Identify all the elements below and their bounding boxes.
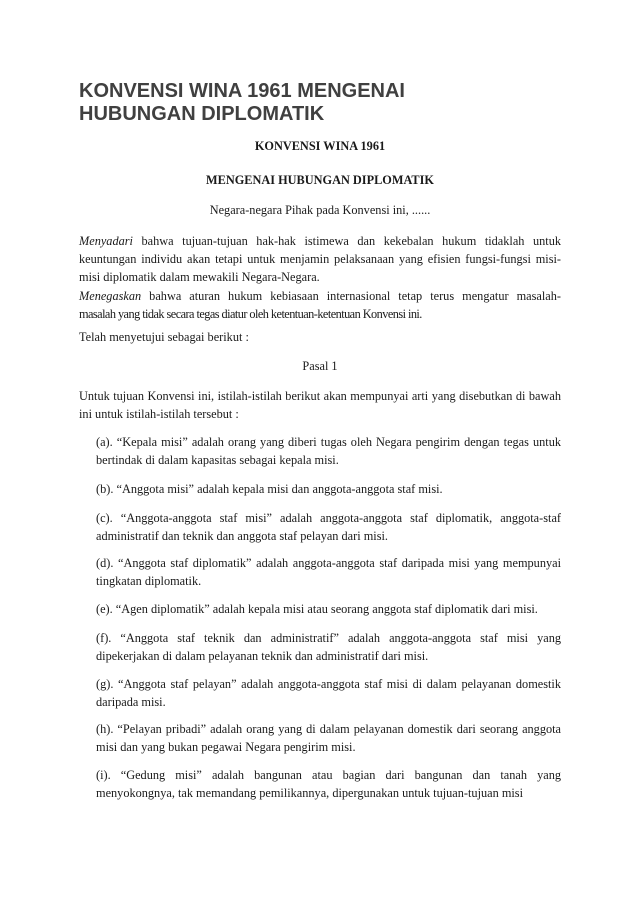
title-line-2: HUBUNGAN DIPLOMATIK [79,103,325,125]
paragraph-menyadari [79,232,561,286]
definition-item: (g). “Anggota staf pelayan” adalah anggota-anggota staf misi di dalam pelayanan domestik daripada misi. [96,677,561,709]
paragraph-lead-word: Menyadari [79,234,133,248]
article-heading: Pasal 1 [302,359,338,373]
title-line-1: KONVENSI WINA 1961 MENGENAI [79,80,405,102]
subtitle-topic: MENGENAI HUBUNGAN DIPLOMATIK [206,173,434,187]
paragraph-definitions-intro: Untuk tujuan Konvensi ini, istilah-istilah berikut akan mempunyai arti yang disebutkan di bawah ini untuk istilah-istilah tersebut : [79,389,561,421]
definition-item: (d). “Anggota staf diplomatik” adalah anggota-anggota staf daripada misi yang mempunyai tingkatan diplomatik. [96,556,561,588]
definition-item: (h). “Pelayan pribadi” adalah orang yang di dalam pelayanan domestik dari seorang anggota misi dan yang bukan pegawai Negara pengirim misi. [96,722,561,754]
paragraph-line: masalah yang tidak secara tegas diatur oleh ketentuan-ketentuan Konvensi ini. [79,307,422,321]
definition-item: (f). “Anggota staf teknik dan administratif” adalah anggota-anggota staf misi yang dipekerjakan di dalam pelayanan teknik dan administratif dari misi. [96,631,561,663]
definition-item: (c). “Anggota-anggota staf misi” adalah anggota-anggota staf diplomatik, anggota-staf administratif dan teknik dan anggota staf pelayan dari misi. [96,511,561,543]
definition-item: (i). “Gedung misi” adalah bangunan atau bagian dari bangunan dan tanah yang menyokongnya, tak memandang pemilikannya, dipergunakan untuk tujuan-tujuan misi [96,768,561,800]
paragraph-lead-word: Menegaskan [79,289,142,303]
paragraph-line [79,287,561,305]
definition-item: (b). “Anggota misi” adalah kepala misi dan anggota-anggota staf misi. [96,482,443,496]
preamble-intro: Negara-negara Pihak pada Konvensi ini, ...... [209,203,431,217]
definition-item: (a). “Kepala misi” adalah orang yang diberi tugas oleh Negara pengirim dengan tegas untuk bertindak di dalam kapasitas sebagai kepala misi. [96,435,561,467]
definition-item: (e). “Agen diplomatik” adalah kepala misi atau seorang anggota staf diplomatik dari misi. [96,602,538,616]
subtitle-convention: KONVENSI WINA 1961 [254,139,386,153]
paragraph-menegaskan [79,287,561,323]
paragraph-text: bahwa tujuan-tujuan hak-hak istimewa dan kekebalan hukum tidaklah untuk keuntungan individu akan tetapi untuk menjamin pelaksanaan yang efisien fungsi-fungsi misi-misi diplomatik dalam mewakili Negara-Negara. [79,234,561,284]
document-title [79,80,579,126]
paragraph-agreement: Telah menyetujui sebagai berikut : [79,330,249,344]
paragraph-text: bahwa aturan hukum kebiasaan internasional tetap terus mengatur masalah- [141,289,561,303]
